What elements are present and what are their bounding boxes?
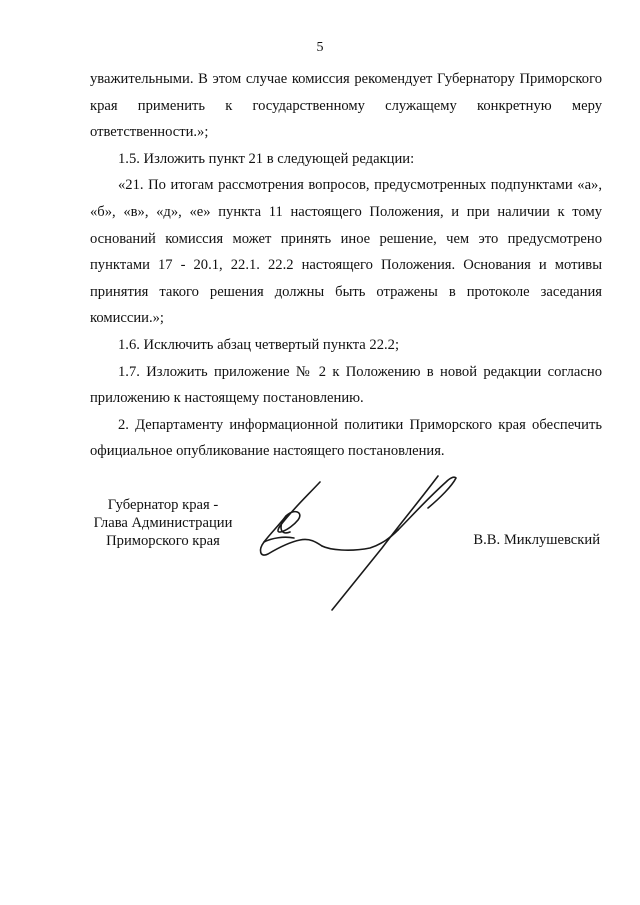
- position-line-1: Губернатор края -: [107, 497, 219, 513]
- paragraph-continuation: уважительными. В этом случае комиссия рекомендует Губернатору Приморского края применить к государственному служащему конкретную меру ответственности.»;: [90, 71, 602, 141]
- position-line-2: Глава Администрации: [93, 515, 233, 531]
- signatory-name: В.В. Миклушевский: [473, 532, 600, 548]
- document-body: [90, 66, 602, 465]
- paragraph-item-1-7: 1.7. Изложить приложение № 2 к Положению в новой редакции согласно приложению к настоящему постановлению.: [90, 363, 602, 407]
- paragraph-item-1-5: 1.5. Изложить пункт 21 в следующей редакции:: [118, 150, 415, 167]
- page-number: 5: [316, 40, 324, 55]
- signatory-position: [78, 496, 248, 550]
- handwritten-signature: [250, 468, 480, 618]
- paragraph-item-1-6: 1.6. Исключить абзац четвертый пункта 22.2;: [118, 336, 400, 353]
- paragraph-item-21: «21. По итогам рассмотрения вопросов, предусмотренных подпунктами «а», «б», «в», «д», «е» пункта 11 настоящего Положения, и при наличии к тому оснований комиссия может принять иное решение, чем это предусмотрено пунктами 17 - 20.1, 22.1. 22.2 настоящего Положения. Основания и мотивы принятия такого решения должны быть отражены в протоколе заседания комиссии.»;: [90, 177, 602, 327]
- position-line-3: Приморского края: [106, 533, 220, 549]
- paragraph-item-2: 2. Департаменту информационной политики Приморского края обеспечить официальное опубликование настоящего постановления.: [90, 416, 602, 460]
